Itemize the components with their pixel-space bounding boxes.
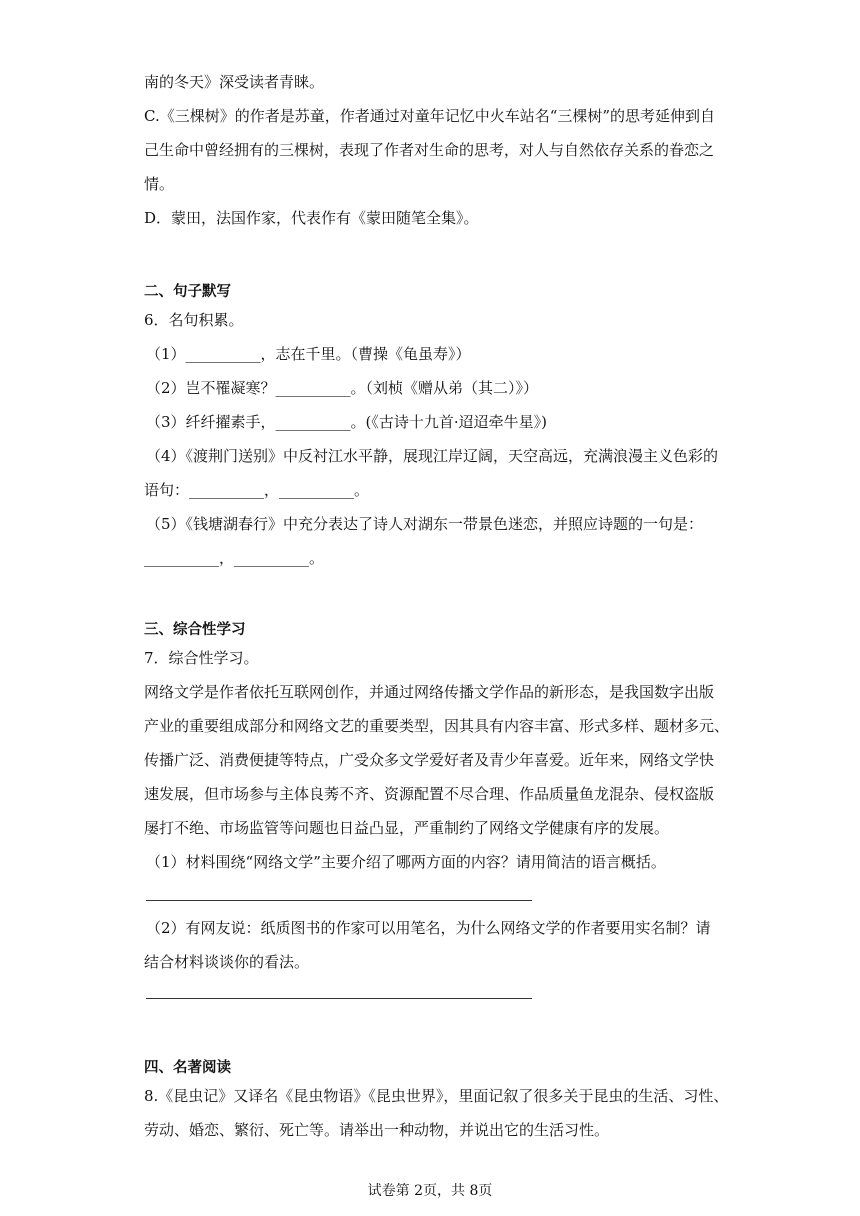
page-footer: 试卷第 2页，共 8页 <box>367 1183 493 1199</box>
text-line: 情。 <box>144 175 175 193</box>
passage-line: 产业的重要组成部分和网络文艺的重要类型，因其具有内容丰富、形式多样、题材多元、 <box>144 717 730 735</box>
question-7-1: （1）材料围绕“网络文学”主要介绍了哪两方面的内容？请用简洁的语言概括。 <box>146 853 666 871</box>
passage-line: 速发展，但市场参与主体良莠不齐、资源配置不尽合理、作品质量鱼龙混杂、侵权盗版 <box>144 785 715 803</box>
option-d-line: D．蒙田，法国作家，代表作有《蒙田随笔全集》。 <box>144 209 479 227</box>
question-6-item: （5）《钱塘湖春行》中充分表达了诗人对湖东一带景色迷恋，并照应诗题的一句是： <box>146 515 704 533</box>
passage-line: 传播广泛、消费便捷等特点，广受众多文学爱好者及青少年喜爱。近年来，网络文学快 <box>144 751 715 769</box>
text-line: 己生命中曾经拥有的三棵树，表现了作者对生命的思考，对人与自然依存关系的眷恋之 <box>144 141 715 159</box>
question-6: 6．名句积累。 <box>144 311 244 329</box>
question-8-cont: 劳动、婚恋、繁衍、死亡等。请举出一种动物，并说出它的生活习性。 <box>144 1121 610 1139</box>
question-8: 8.《昆虫记》又译名《昆虫物语》《昆虫世界》，里面记叙了很多关于昆虫的生活、习性、 <box>144 1087 729 1105</box>
answer-line <box>146 998 532 999</box>
question-7-2-cont: 结合材料谈谈你的看法。 <box>144 953 310 971</box>
question-7-2: （2）有网友说：纸质图书的作家可以用笔名，为什么网络文学的作者要用实名制？请 <box>146 919 711 937</box>
answer-line <box>146 900 532 901</box>
section-heading-4: 四、名著阅读 <box>144 1060 231 1076</box>
option-c-line: C.《三棵树》的作者是苏童，作者通过对童年记忆中火车站名“三棵树”的思考延伸到自 <box>144 107 716 125</box>
question-6-item: （2）岂不罹凝寒？__________。（刘桢《赠从弟（其二）》） <box>146 379 539 397</box>
question-6-item: （4）《渡荆门送别》中反衬江水平静，展现江岸辽阔，天空高远，充满浪漫主义色彩的 <box>146 447 719 465</box>
section-heading-2: 二、句子默写 <box>144 284 231 300</box>
question-6-item: （3）纤纤擢素手，__________。(《古诗十九首·迢迢牵牛星》) <box>146 413 548 431</box>
passage-line: 网络文学是作者依托互联网创作，并通过网络传播文学作品的新形态，是我国数字出版 <box>144 683 715 701</box>
section-heading-3: 三、综合性学习 <box>144 622 246 638</box>
text-line: 南的冬天》深受读者青睐。 <box>144 73 325 91</box>
question-6-item: （1）__________，志在千里。（曹操《龟虽寿》） <box>146 345 471 363</box>
question-7: 7．综合性学习。 <box>144 649 259 667</box>
question-6-item: 语句：__________，__________。 <box>144 481 370 499</box>
passage-line: 屡打不绝、市场监管等问题也日益凸显，严重制约了网络文学健康有序的发展。 <box>144 819 670 837</box>
question-6-item: __________，__________。 <box>144 549 325 567</box>
